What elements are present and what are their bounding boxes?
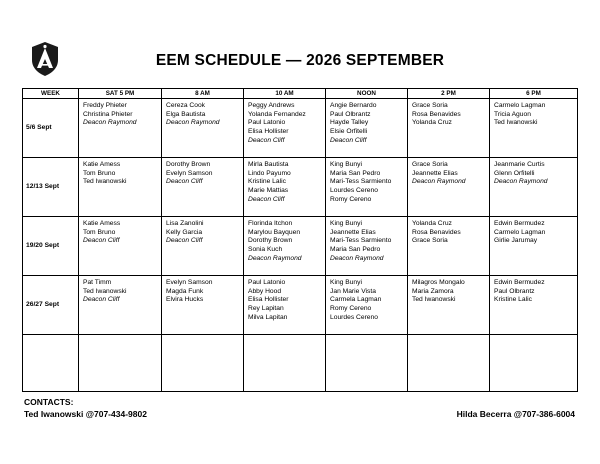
minister-name: Milagros Mongalo: [412, 279, 465, 286]
deacon-name: Deacon Cliff: [248, 136, 285, 144]
deacon-name: Deacon Cliff: [166, 178, 203, 186]
minister-name: Yolanda Cruz: [412, 119, 452, 127]
minister-name: Maria Zamora: [412, 287, 454, 295]
minister-name: Ted Iwanowski: [494, 119, 538, 127]
schedule-cell: [244, 335, 326, 392]
table-row: [23, 276, 578, 335]
minister-name: Pat Timm: [83, 279, 112, 286]
minister-name: Katie Amess: [83, 220, 121, 227]
schedule-cell: [326, 217, 408, 276]
minister-name: Carmela Lagman: [330, 296, 382, 304]
minister-name: Lourdes Cereno: [330, 187, 378, 195]
minister-name: Cereza Cook: [166, 102, 206, 109]
minister-name: Yolanda Cruz: [412, 220, 452, 227]
schedule-cell: [408, 99, 490, 158]
schedule-cell: [490, 276, 578, 335]
minister-name: Ted Iwanowski: [412, 296, 456, 304]
schedule-cell: [79, 99, 162, 158]
schedule-cell: [162, 217, 244, 276]
deacon-name: Deacon Cliff: [330, 136, 367, 144]
minister-name: Carmelo Lagman: [494, 102, 546, 109]
column-header-6pm: 6 PM: [490, 89, 578, 99]
minister-name: Paul Olbrantz: [494, 287, 535, 295]
minister-name: Grace Soria: [412, 102, 448, 109]
deacon-name: Deacon Raymond: [83, 119, 137, 127]
schedule-cell: [79, 335, 162, 392]
minister-name: Elvira Hucks: [166, 296, 204, 304]
schedule-cell: [490, 335, 578, 392]
deacon-name: Deacon Raymond: [166, 119, 220, 127]
week-label: 5/6 Sept: [23, 99, 79, 158]
minister-name: Elga Bautista: [166, 110, 206, 118]
minister-name: Grace Soria: [412, 237, 448, 245]
column-header-sat-5pm: SAT 5 PM: [79, 89, 162, 99]
schedule-cell: [162, 335, 244, 392]
minister-name: Mari-Tess Sarmiento: [330, 237, 392, 245]
minister-name: Rosa Benavides: [412, 228, 461, 236]
schedule-cell: [162, 276, 244, 335]
minister-name: Kristine Lalic: [494, 296, 532, 304]
schedule-cell: [408, 276, 490, 335]
schedule-table: [22, 88, 578, 392]
minister-name: Angie Bernardo: [330, 102, 377, 109]
week-label: 26/27 Sept: [23, 276, 79, 335]
table-row: [23, 217, 578, 276]
schedule-cell: [408, 217, 490, 276]
minister-name: Jan Marie Vista: [330, 287, 376, 295]
minister-name: Mari-Tess Sarmiento: [330, 178, 392, 186]
page-title: EEM SCHEDULE — 2026 SEPTEMBER: [155, 52, 445, 69]
minister-name: Jeannette Elias: [330, 228, 376, 236]
schedule-cell: [79, 276, 162, 335]
minister-name: Peggy Andrews: [248, 102, 295, 109]
minister-name: Romy Cereno: [330, 305, 372, 313]
minister-name: Edwin Bermudez: [494, 279, 545, 286]
schedule-cell: [326, 158, 408, 217]
deacon-name: Deacon Raymond: [330, 254, 384, 262]
minister-name: Rey Lapitan: [248, 305, 284, 313]
deacon-name: Deacon Cliff: [83, 237, 120, 245]
minister-name: Dorothy Brown: [248, 237, 293, 245]
minister-name: Elsie Orfitelli: [330, 128, 368, 136]
deacon-name: Deacon Cliff: [248, 195, 285, 203]
schedule-cell: [490, 99, 578, 158]
deacon-name: Deacon Raymond: [248, 254, 302, 262]
minister-name: Ted Iwanowski: [83, 178, 127, 186]
column-header-week: WEEK: [23, 89, 79, 99]
minister-name: Sonia Kuch: [248, 246, 283, 254]
minister-name: Elisa Hollister: [248, 296, 289, 304]
minister-name: Jeanmarie Curtis: [494, 161, 545, 168]
column-header-10am: 10 AM: [244, 89, 326, 99]
minister-name: Grace Soria: [412, 161, 448, 168]
minister-name: Florinda Itchon: [248, 220, 293, 227]
minister-name: Ted Iwanowski: [83, 287, 127, 295]
minister-name: Paul Latonio: [248, 119, 286, 127]
minister-name: Tom Bruno: [83, 169, 116, 177]
minister-name: Milva Lapitan: [248, 313, 288, 321]
minister-name: Jeannette Elias: [412, 169, 458, 177]
minister-name: Carmelo Lagman: [494, 228, 546, 236]
minister-name: King Bunyi: [330, 279, 362, 286]
schedule-cell: [244, 276, 326, 335]
table-row: [23, 158, 578, 217]
schedule-cell: [244, 99, 326, 158]
minister-name: Freddy Phieter: [83, 102, 127, 109]
minister-name: King Bunyi: [330, 161, 362, 168]
minister-name: Hayde Talley: [330, 119, 369, 127]
schedule-cell: [79, 158, 162, 217]
minister-name: Girlie Jarumay: [494, 237, 538, 245]
minister-name: Kelly Garcia: [166, 228, 203, 236]
minister-name: Paul Olbrantz: [330, 110, 371, 118]
minister-name: Marylou Bayquen: [248, 228, 301, 236]
minister-name: Dorothy Brown: [166, 161, 211, 168]
table-row: [23, 99, 578, 158]
minister-name: Tom Bruno: [83, 228, 116, 236]
schedule-cell: [244, 217, 326, 276]
minister-name: Romy Cereno: [330, 195, 372, 203]
minister-name: Abby Hood: [248, 287, 282, 295]
minister-name: Evelyn Samson: [166, 279, 213, 286]
minister-name: Maria San Pedro: [330, 169, 381, 177]
minister-name: Elisa Hollister: [248, 128, 289, 136]
minister-name: Katie Amess: [83, 161, 121, 168]
table-row: [23, 335, 578, 392]
schedule-cell: [326, 335, 408, 392]
contacts-label: CONTACTS:: [24, 397, 74, 407]
schedule-cell: [408, 158, 490, 217]
minister-name: Marie Mattias: [248, 187, 289, 195]
schedule-cell: [326, 99, 408, 158]
minister-name: Mirla Bautista: [248, 161, 289, 168]
column-header-2pm: 2 PM: [408, 89, 490, 99]
schedule-cell: [162, 99, 244, 158]
minister-name: Maria San Pedro: [330, 246, 381, 254]
deacon-name: Deacon Raymond: [494, 178, 548, 186]
deacon-name: Deacon Cliff: [83, 296, 120, 304]
column-header-noon: NOON: [326, 89, 408, 99]
schedule-cell: [408, 335, 490, 392]
minister-name: Paul Latonio: [248, 279, 286, 286]
minister-name: Glenn Orfitelli: [494, 169, 535, 177]
week-label: 12/13 Sept: [23, 158, 79, 217]
schedule-cell: [490, 217, 578, 276]
header-row: [23, 89, 578, 99]
schedule-cell: [490, 158, 578, 217]
schedule-cell: [326, 276, 408, 335]
minister-name: King Bunyi: [330, 220, 362, 227]
column-header-8am: 8 AM: [162, 89, 244, 99]
schedule-cell: [79, 217, 162, 276]
minister-name: Lourdes Cereno: [330, 313, 378, 321]
schedule-cell: [244, 158, 326, 217]
schedule-cell: [162, 158, 244, 217]
minister-name: Kristine Lalic: [248, 178, 286, 186]
minister-name: Lisa Zanolini: [166, 220, 204, 227]
contact-ted: Ted Iwanowski @707-434-9802: [24, 409, 147, 419]
week-label: 19/20 Sept: [23, 217, 79, 276]
deacon-name: Deacon Cliff: [166, 237, 203, 245]
week-label: [23, 335, 79, 392]
deacon-name: Deacon Raymond: [412, 178, 466, 186]
minister-name: Evelyn Samson: [166, 169, 213, 177]
minister-name: Edwin Bermudez: [494, 220, 545, 227]
minister-name: Lindo Payumo: [248, 169, 291, 177]
contact-hilda: Hilda Becerra @707-386-6004: [456, 409, 575, 419]
minister-name: Christina Phieter: [83, 110, 133, 118]
minister-name: Magda Funk: [166, 287, 204, 295]
minister-name: Yolanda Fernandez: [248, 110, 306, 118]
minister-name: Rosa Benavides: [412, 110, 461, 118]
minister-name: Tricia Aguon: [494, 110, 531, 118]
